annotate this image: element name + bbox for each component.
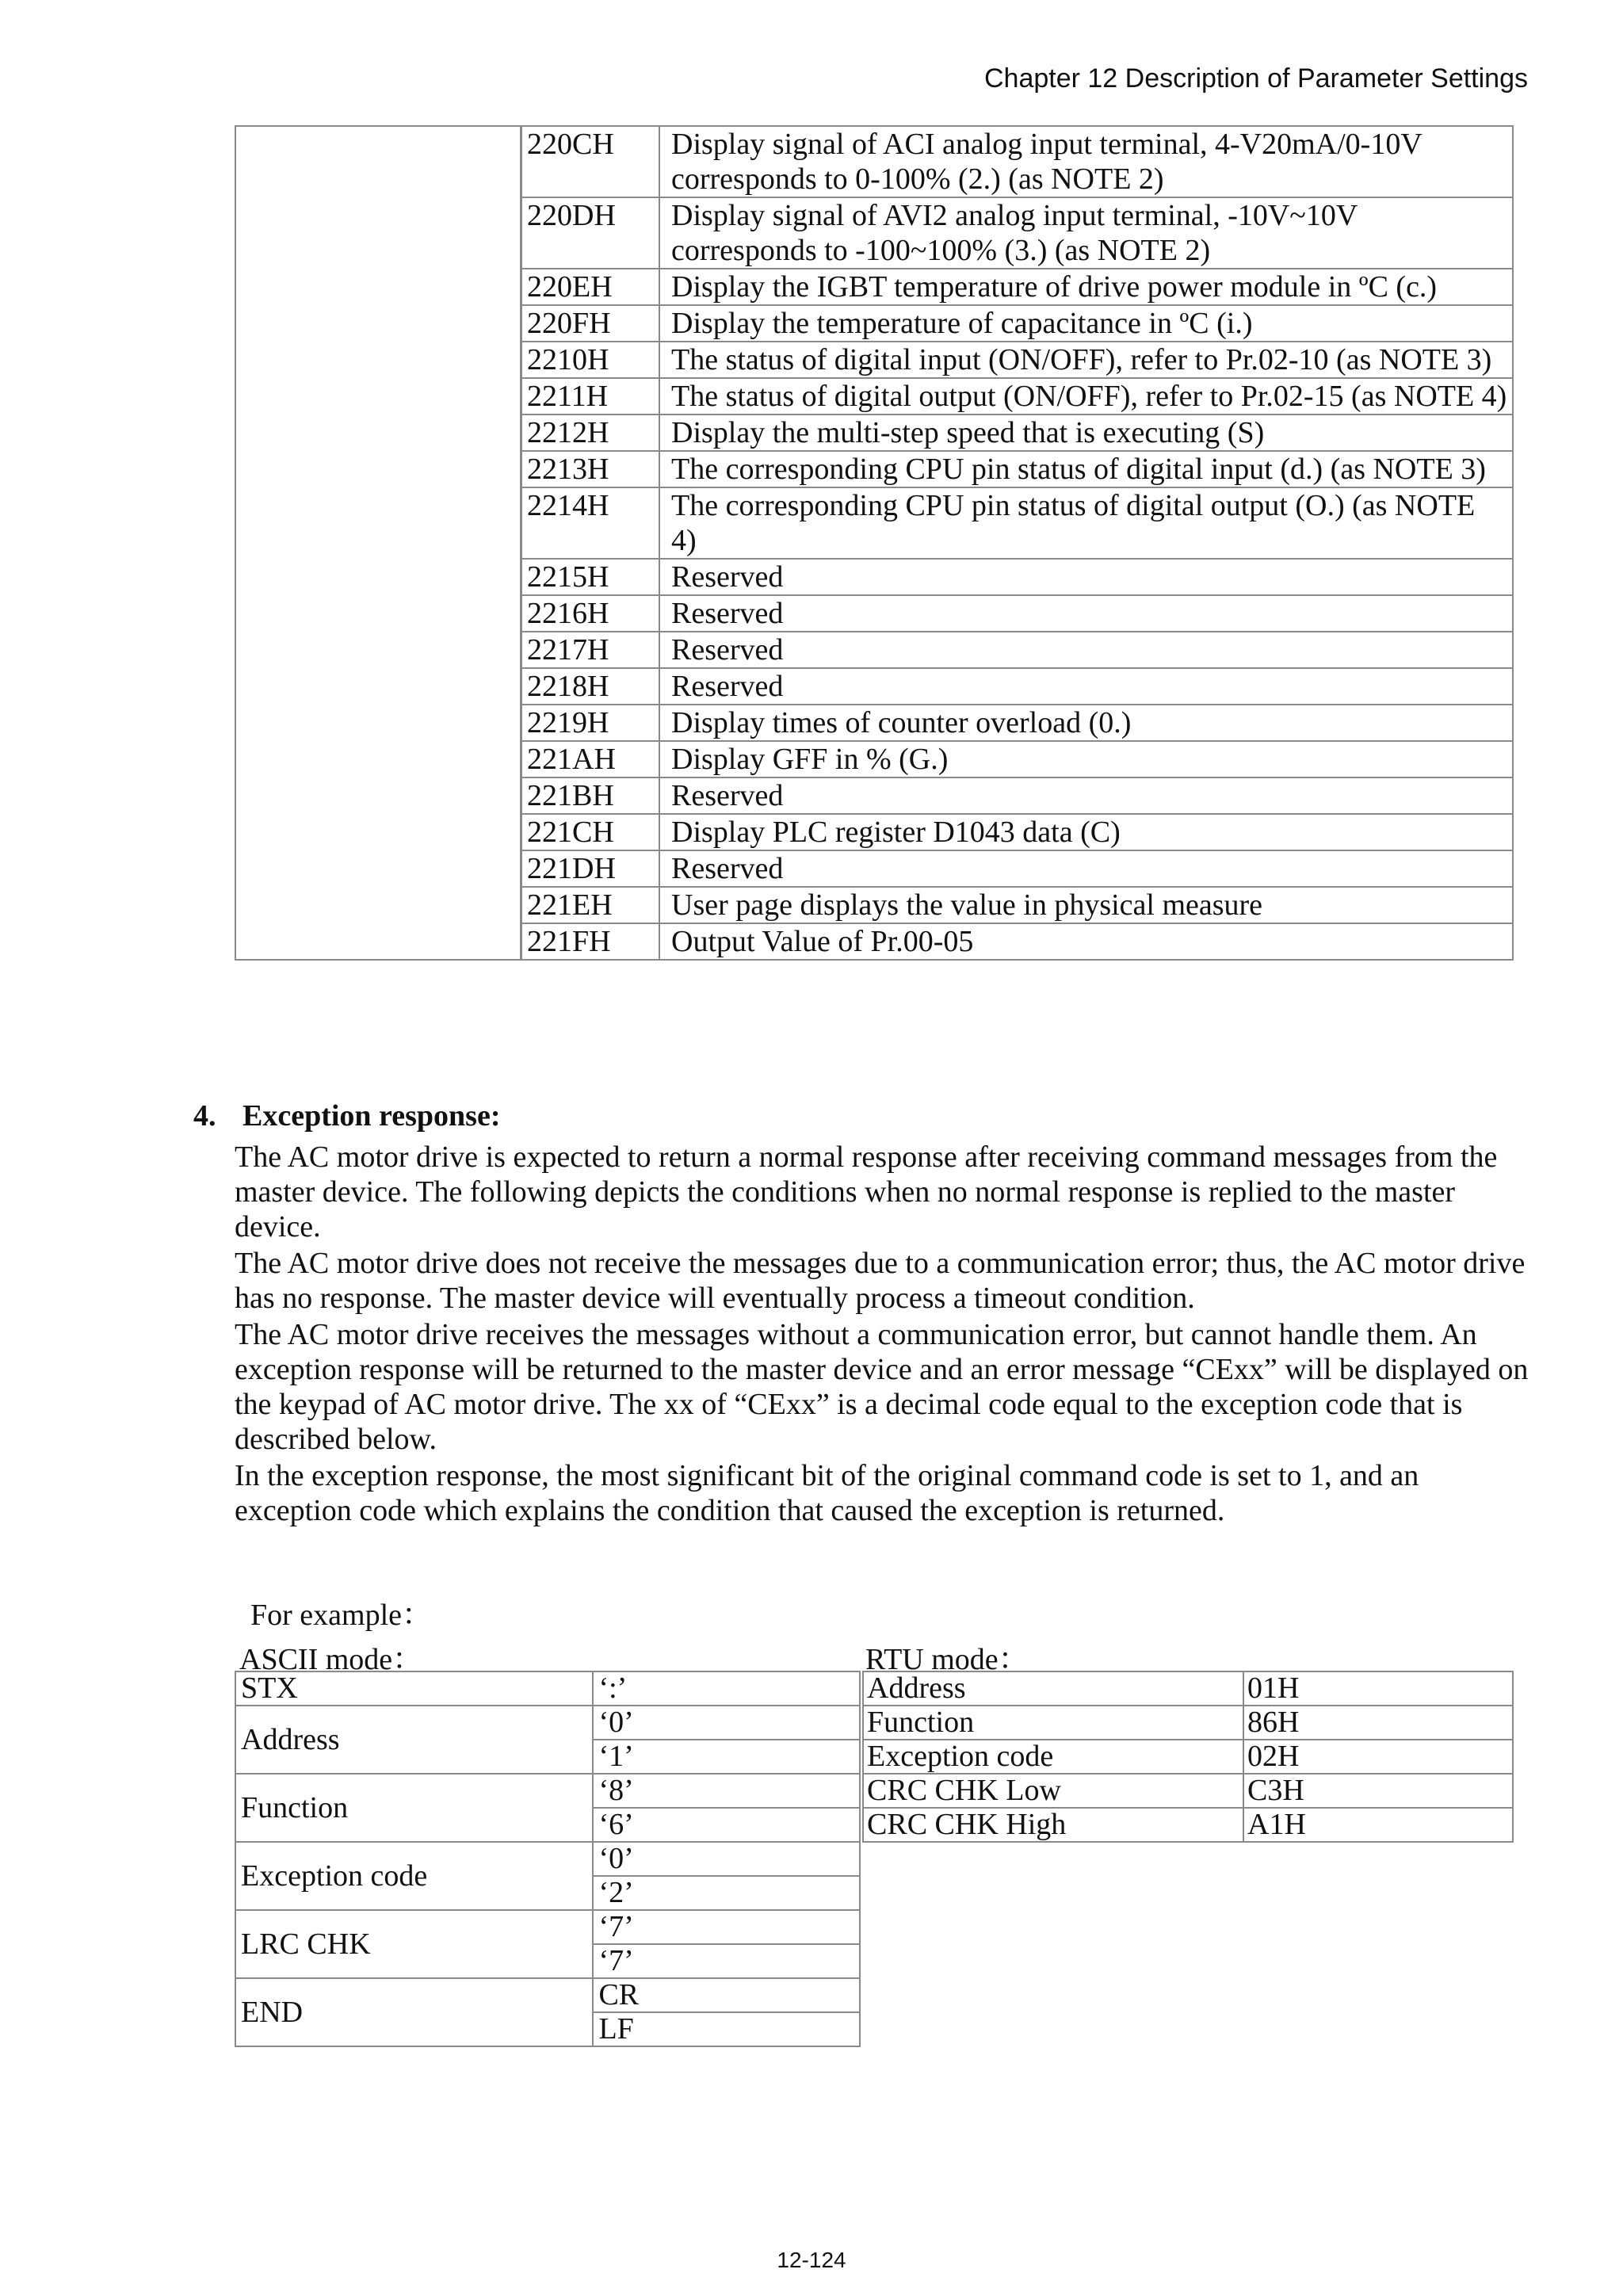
ascii-field-value: ‘1’ <box>593 1740 860 1774</box>
register-address: 2218H <box>521 668 660 705</box>
section-number: 4. <box>193 1099 216 1133</box>
rtu-field-label: CRC CHK Low <box>863 1774 1243 1808</box>
register-description: Reserved <box>659 850 1513 887</box>
register-description: Display the multi-step speed that is executing (S) <box>659 415 1513 451</box>
register-address: 220EH <box>521 269 660 305</box>
register-address: 221EH <box>521 887 660 923</box>
paragraph: The AC motor drive receives the messages without a communication error, but cannot handle them. An exception response will be returned to the master device and an error message “CExx” will be displayed on the keypad of AC motor drive. The xx of “CExx” is a decimal code equal to the exception code that is described below. <box>235 1318 1529 1456</box>
rtu-field-label: Function <box>863 1706 1243 1740</box>
ascii-field-value: ‘7’ <box>593 1910 860 1944</box>
register-address: 2210H <box>521 342 660 378</box>
register-description: Display signal of AVI2 analog input terminal, -10V~10V corresponds to -100~100% (3.) (as NOTE 2) <box>659 197 1513 269</box>
register-address: 2212H <box>521 415 660 451</box>
register-table <box>235 125 1514 961</box>
rtu-field-label: Exception code <box>863 1740 1243 1774</box>
ascii-frame-table <box>235 1671 861 2047</box>
ascii-field-value: ‘0’ <box>593 1842 860 1876</box>
register-description: The status of digital output (ON/OFF), refer to Pr.02-15 (as NOTE 4) <box>659 378 1513 415</box>
register-description: Output Value of Pr.00-05 <box>659 923 1513 960</box>
empty-parameter-cell <box>235 126 521 960</box>
rtu-field-label: Address <box>863 1671 1243 1706</box>
paragraph: In the exception response, the most significant bit of the original command code is set to 1, and an exception code which explains the condition that caused the exception is returned. <box>235 1459 1419 1527</box>
register-address: 220DH <box>521 197 660 269</box>
ascii-field-value: CR <box>593 1978 860 2012</box>
register-description: Display times of counter overload (0.) <box>659 705 1513 741</box>
ascii-field-label: LRC CHK <box>235 1910 593 1978</box>
ascii-field-label: Address <box>235 1706 593 1774</box>
register-address: 2219H <box>521 705 660 741</box>
register-address: 220FH <box>521 305 660 342</box>
ascii-field-value: LF <box>593 2012 860 2046</box>
for-example-label: For example： <box>250 1599 433 1632</box>
register-address: 221FH <box>521 923 660 960</box>
register-description: Reserved <box>659 595 1513 632</box>
rtu-field-value: A1H <box>1243 1808 1513 1842</box>
ascii-field-label: END <box>235 1978 593 2046</box>
section-title: Exception response: <box>242 1099 501 1133</box>
register-description: Reserved <box>659 559 1513 595</box>
ascii-field-label: Exception code <box>235 1842 593 1910</box>
page-header: Chapter 12 Description of Parameter Settings <box>983 63 1528 94</box>
ascii-field-value: ‘6’ <box>593 1808 860 1842</box>
register-address: 2213H <box>521 451 660 487</box>
table-row <box>235 1910 860 1944</box>
register-address: 221DH <box>521 850 660 887</box>
register-address: 2216H <box>521 595 660 632</box>
paragraph: The AC motor drive does not receive the messages due to a communication error; thus, the AC motor drive has no response. The master device will eventually process a timeout condition. <box>235 1247 1526 1315</box>
rtu-field-value: C3H <box>1243 1774 1513 1808</box>
ascii-field-value: ‘7’ <box>593 1944 860 1978</box>
rtu-field-value: 01H <box>1243 1671 1513 1706</box>
rtu-mode-title: RTU mode： <box>865 1643 1029 1676</box>
register-address: 221BH <box>521 777 660 814</box>
register-address: 220CH <box>521 126 660 197</box>
register-description: Display PLC register D1043 data (C) <box>659 814 1513 850</box>
table-row <box>235 1978 860 2012</box>
rtu-frame-table <box>862 1671 1514 1843</box>
register-address: 221AH <box>521 741 660 777</box>
ascii-field-label: STX <box>235 1671 593 1706</box>
register-description: Reserved <box>659 777 1513 814</box>
register-description: Display the IGBT temperature of drive power module in ºC (c.) <box>659 269 1513 305</box>
rtu-field-label: CRC CHK High <box>863 1808 1243 1842</box>
register-description: Display signal of ACI analog input terminal, 4-V20mA/0-10V corresponds to 0-100% (2.) (as NOTE 2) <box>659 126 1513 197</box>
table-row <box>863 1706 1513 1740</box>
table-row <box>863 1808 1513 1842</box>
ascii-field-value: ‘8’ <box>593 1774 860 1808</box>
table-row <box>863 1671 1513 1706</box>
register-description: User page displays the value in physical measure <box>659 887 1513 923</box>
rtu-field-value: 86H <box>1243 1706 1513 1740</box>
ascii-field-value: ‘:’ <box>593 1671 860 1706</box>
register-address: 2215H <box>521 559 660 595</box>
register-address: 221CH <box>521 814 660 850</box>
table-row <box>235 1774 860 1808</box>
page-number: 12-124 <box>777 2248 846 2272</box>
section-body <box>235 1140 1534 1530</box>
register-description: Reserved <box>659 668 1513 705</box>
register-address: 2217H <box>521 632 660 668</box>
table-row <box>235 1706 860 1740</box>
ascii-field-label: Function <box>235 1774 593 1842</box>
paragraph: The AC motor drive is expected to return a normal response after receiving command messages from the master device. The following depicts the conditions when no normal response is replied to the master device. <box>235 1140 1498 1244</box>
register-description: The corresponding CPU pin status of digital output (O.) (as NOTE 4) <box>659 487 1513 559</box>
table-row <box>235 1842 860 1876</box>
ascii-field-value: ‘2’ <box>593 1876 860 1910</box>
register-address: 2211H <box>521 378 660 415</box>
register-description: Reserved <box>659 632 1513 668</box>
register-description: Display the temperature of capacitance in ºC (i.) <box>659 305 1513 342</box>
register-address: 2214H <box>521 487 660 559</box>
table-row <box>235 1671 860 1706</box>
register-description: The corresponding CPU pin status of digital input (d.) (as NOTE 3) <box>659 451 1513 487</box>
register-description: Display GFF in % (G.) <box>659 741 1513 777</box>
ascii-field-value: ‘0’ <box>593 1706 860 1740</box>
table-row <box>863 1740 1513 1774</box>
table-row <box>235 126 1513 197</box>
rtu-field-value: 02H <box>1243 1740 1513 1774</box>
section-heading <box>193 1098 500 1133</box>
ascii-mode-title: ASCII mode： <box>239 1643 423 1676</box>
register-description: The status of digital input (ON/OFF), refer to Pr.02-10 (as NOTE 3) <box>659 342 1513 378</box>
table-row <box>863 1774 1513 1808</box>
